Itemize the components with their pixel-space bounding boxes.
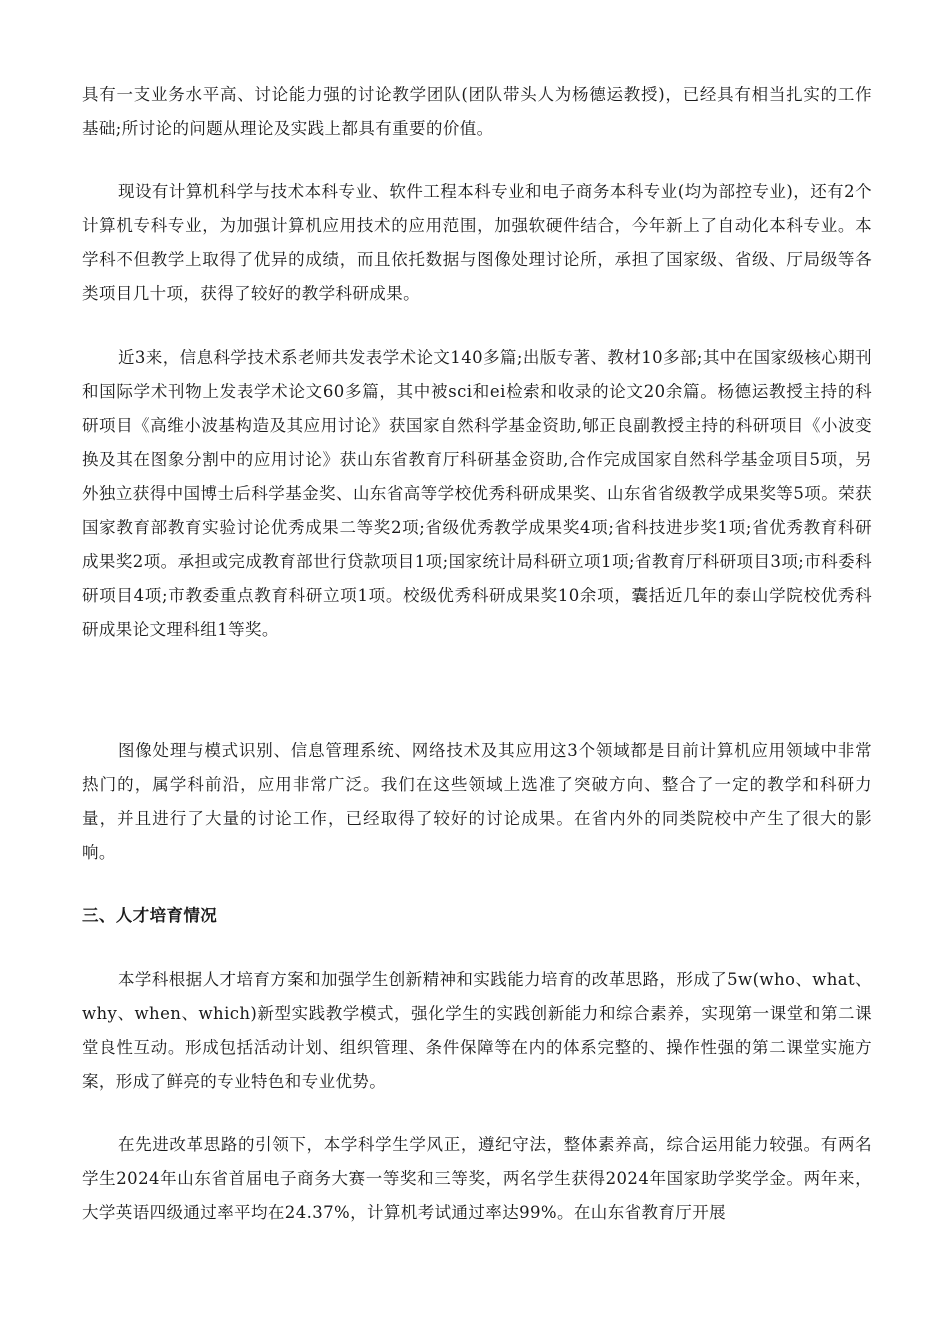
paragraph-research-fields: 图像处理与模式识别、信息管理系统、网络技术及其应用这3个领域都是目前计算机应用领域中非常热门的，属学科前沿，应用非常广泛。我们在这些领域上选准了突破方向、整合了一定的教学和科研力量，并且进行了大量的讨论工作，已经取得了较好的讨论成果。在省内外的同类院校中产生了很大的影响。: [82, 741, 872, 862]
paragraph-majors: 现设有计算机科学与技术本科专业、软件工程本科专业和电子商务本科专业(均为部控专业)，还有2个计算机专科专业，为加强计算机应用技术的应用范围，加强软硬件结合，今年新上了自动化本科专业。本学科不但教学上取得了优异的成绩，而且依托数据与图像处理讨论所，承担了国家级、省级、厅局级等各类项目几十项，获得了较好的教学科研成果。: [82, 182, 872, 303]
section-heading-talent-training: 三、人才培育情况: [82, 906, 218, 925]
paragraph-training-model: 本学科根据人才培育方案和加强学生创新精神和实践能力培育的改革思路，形成了5w(who、what、why、when、which)新型实践教学模式，强化学生的实践创新能力和综合素养，实现第一课堂和第二课堂良性互动。形成包括活动计划、组织管理、条件保障等在内的体系完整的、操作性强的第二课堂实施方案，形成了鲜亮的专业特色和专业优势。: [82, 970, 872, 1091]
paragraph-student-achievements: 在先进改革思路的引领下，本学科学生学风正，遵纪守法，整体素养高，综合运用能力较强。有两名学生2024年山东省首届电子商务大赛一等奖和三等奖，两名学生获得2024年国家助学奖学金。两年来，大学英语四级通过率平均在24.37%，计算机考试通过率达99%。在山东省教育厅开展: [82, 1135, 872, 1222]
paragraph-team-foundation: 具有一支业务水平高、讨论能力强的讨论教学团队(团队带头人为杨德运教授)，已经具有相当扎实的工作基础;所讨论的问题从理论及实践上都具有重要的价值。: [82, 85, 872, 138]
paragraph-research-output: 近3来，信息科学技术系老师共发表学术论文140多篇;出版专著、教材10多部;其中在国家级核心期刊和国际学术刊物上发表学术论文60多篇，其中被sci和ei检索和收录的论文20余篇。杨德运教授主持的科研项目《高维小波基构造及其应用讨论》获国家自然科学基金资助,郇正良副教授主持的科研项目《小波变换及其在图象分割中的应用讨论》获山东省教育厅科研基金资助,合作完成国家自然科学基金项目5项，另外独立获得中国博士后科学基金奖、山东省高等学校优秀科研成果奖、山东省省级教学成果奖等5项。荣获国家教育部教育实验讨论优秀成果二等奖2项;省级优秀教学成果奖4项;省科技进步奖1项;省优秀教育科研成果奖2项。承担或完成教育部世行贷款项目1项;国家统计局科研立项1项;省教育厅科研项目3项;市科委科研项目4项;市教委重点教育科研立项1项。校级优秀科研成果奖10余项，囊括近几年的泰山学院校优秀科研成果论文理科组1等奖。: [82, 348, 872, 639]
